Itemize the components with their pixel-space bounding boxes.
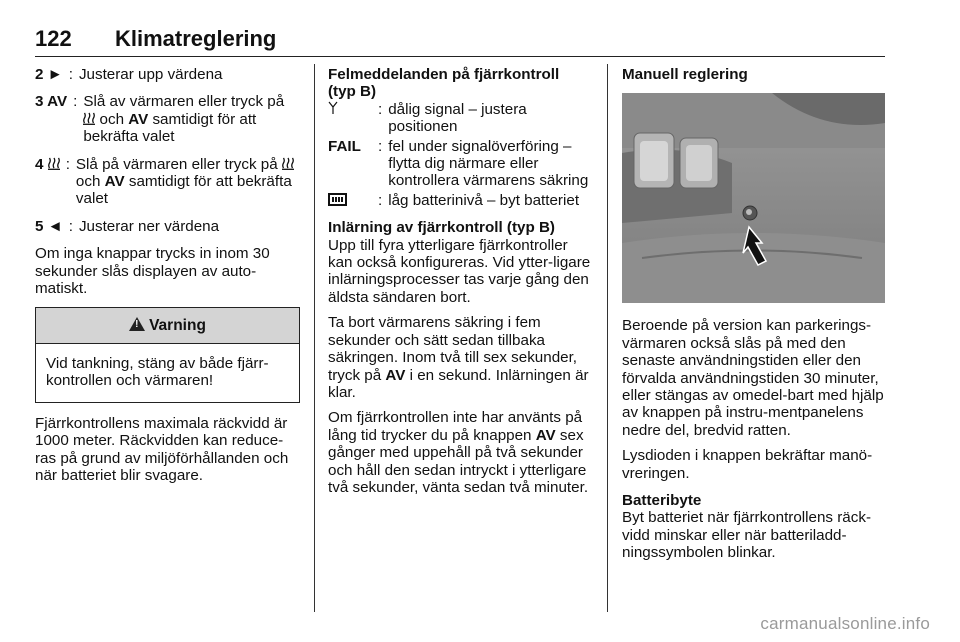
step-key: 3 AV — [35, 93, 68, 111]
heater-icon — [83, 112, 95, 125]
step-key: 5 ◄ — [35, 217, 63, 235]
step-item: 5 ◄ : Justerar ner värdena — [35, 218, 300, 235]
column-middle — [328, 66, 591, 504]
heater-icon — [48, 157, 60, 170]
step-item: 2 ► : Justerar upp värdena — [35, 66, 300, 83]
paragraph: Upp till fyra ytterligare fjärrkontroller kan också konfigureras. Vid ytter-ligare inlärningsprocesser tas varje gång den äldsta sändaren bort. — [328, 236, 591, 306]
step-text: Justerar ner värdena — [78, 217, 220, 235]
paragraph: Beroende på version kan parkerings-värmaren också slås på med den senaste användningstiden eller den förvalda användningstiden 30 minuter, eller stängas av omedel-bart med hjälp av knappen på instru-mentpanelens nedre del, bredvid ratten. — [622, 317, 884, 439]
list-item: FAIL : fel under signalöverföring – flytta dig närmare eller kontrollera värmarens säkring — [328, 137, 589, 190]
section-title: Manuell reglering — [622, 66, 748, 83]
step-item: 3 AV : Slå av värmaren eller tryck på och AV samtidigt för att bekräfta valet — [35, 93, 285, 146]
paragraph: Om fjärrkontrollen inte har använts på lång tid trycker du på knappen AV sex gånger med uppehåll på två sekunder och håll den sedan intryckt i ytterligare två sekunder, vänta sedan två minuter. — [328, 409, 589, 496]
dashboard-button-photo — [622, 93, 885, 303]
page-number: 122 — [35, 26, 72, 51]
paragraph: Fjärrkontrollens maximala räckvidd är 1000 meter. Räckvidden kan reduce-ras på grund av miljöförhållanden och när batteriet blir svagare. — [35, 414, 289, 484]
warning-triangle-icon — [129, 317, 145, 331]
warning-box — [35, 307, 300, 402]
column-divider — [607, 64, 608, 612]
step-key: 2 ► — [35, 66, 63, 83]
step-key: 4 — [35, 155, 44, 173]
antenna-icon — [328, 101, 338, 115]
section-title: Felmeddelanden på fjärrkontroll (typ B) — [328, 66, 560, 101]
paragraph: Om inga knappar trycks in inom 30 sekunder slås displayen av auto-matiskt. — [35, 245, 270, 298]
chapter-title: Klimatreglering — [115, 26, 277, 51]
step-text: Justerar upp värdena — [78, 66, 223, 83]
paragraph: Ta bort värmarens säkring i fem sekunder och sätt sedan tillbaka säkringen. Inom två till sex sekunder, tryck på AV i en sekund. Inlärningen är klar. — [328, 314, 589, 401]
section-title: Batteribyte — [622, 492, 702, 510]
error-message-list — [328, 101, 591, 209]
column-divider — [314, 64, 315, 612]
column-left — [35, 66, 300, 492]
page-header — [35, 26, 885, 57]
heater-icon — [282, 157, 294, 170]
watermark: carmanualsonline.info — [760, 614, 930, 633]
section-title: Inlärning av fjärrkontroll (typ B) — [328, 219, 555, 237]
column-right — [622, 66, 887, 570]
paragraph: Byt batteriet när fjärrkontrollens räck-vidd minskar eller när batteriladd-ningssymbolen blinkar. — [622, 509, 871, 562]
paragraph: Lysdioden i knappen bekräftar manö-vreringen. — [622, 447, 873, 482]
fail-label: FAIL — [328, 137, 361, 155]
battery-icon — [328, 193, 347, 206]
list-item: : dålig signal – justera positionen — [328, 101, 591, 136]
step-item: 4 : Slå på värmaren eller tryck på och AV samtidigt för att bekräfta valet — [35, 156, 300, 208]
warning-text: Vid tankning, stäng av både fjärr-kontrollen och värmaren! — [46, 354, 269, 390]
warning-title: Varning — [149, 317, 206, 335]
list-item: : låg batterinivå – byt batteriet — [328, 192, 591, 209]
